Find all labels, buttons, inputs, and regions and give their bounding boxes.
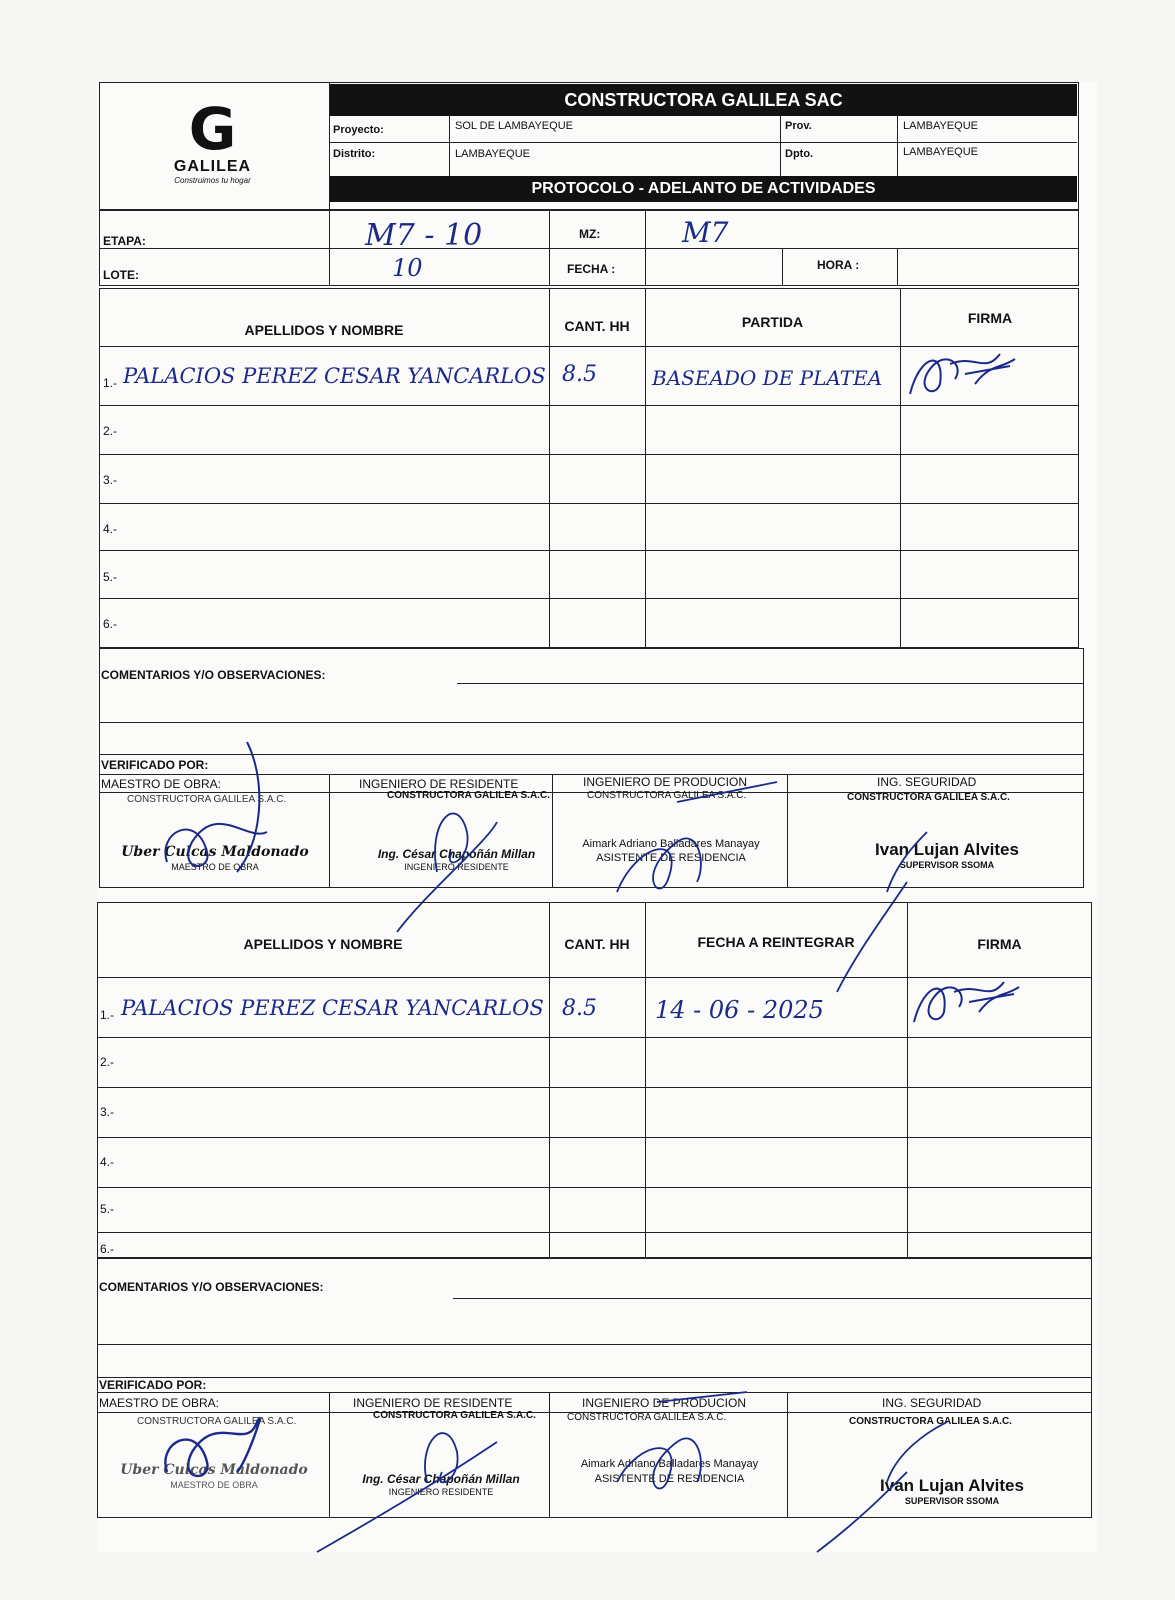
verifier-signatures-1 <box>97 722 1082 922</box>
table2-row-num: 2.- <box>100 1055 115 1069</box>
etapa-label: ETAPA: <box>103 234 146 248</box>
seguridad-stamp-2: CONSTRUCTORA GALILEA S.A.C. <box>849 1416 1012 1427</box>
table1-row-line <box>99 405 1079 406</box>
comments1-line <box>457 683 1084 684</box>
table2-header-firma: FIRMA <box>977 936 1022 952</box>
lote-label: LOTE: <box>103 268 139 282</box>
verified2-label: VERIFICADO POR: <box>99 1378 207 1392</box>
logo-g-icon: G <box>188 95 237 163</box>
residente-label-2: INGENIERO DE RESIDENTE <box>353 1396 513 1410</box>
seguridad-name-2: Ivan Lujan Alvites <box>880 1476 1024 1495</box>
comments2-label: COMENTARIOS Y/O OBSERVACIONES: <box>99 1280 324 1294</box>
header-row-line <box>330 142 1077 143</box>
table2-row-num: 5.- <box>100 1202 115 1216</box>
residente-name-1: Ing. César Chapoñán Millan <box>377 847 536 861</box>
produccion-label-2: INGENIERO DE PRODUCION <box>582 1396 747 1410</box>
lote-value: 10 <box>392 254 423 282</box>
comments2-line <box>97 1344 1092 1345</box>
residente-stamp-1: CONSTRUCTORA GALILEA S.A.C. <box>387 790 550 801</box>
residente-role-2: INGENIERO RESIDENTE <box>388 1487 494 1497</box>
table1-header-hh: CANT. HH <box>564 318 630 334</box>
info-col-line <box>782 248 783 286</box>
distrito-label: Distrito: <box>333 148 376 160</box>
mz-label: MZ: <box>579 227 601 241</box>
maestro-stamp-1: CONSTRUCTORA GALILEA S.A.C. <box>127 794 287 805</box>
header-col-line <box>449 116 450 176</box>
table1-row-line <box>99 454 1079 455</box>
distrito-value: LAMBAYEQUE <box>455 148 530 160</box>
table2-box <box>97 902 1092 1258</box>
comments1-label: COMENTARIOS Y/O OBSERVACIONES: <box>101 668 326 682</box>
protocol-sheet <box>97 82 1097 1552</box>
produccion-stamp-1: CONSTRUCTORA GALILEA S.A.C. <box>587 790 747 801</box>
table2-row-fecha: 14 - 06 - 2025 <box>655 996 824 1024</box>
produccion-name-2: Aimark Adriano Balladares Manayay <box>580 1458 759 1470</box>
table1-col-line <box>645 288 646 648</box>
prov-label: Prov. <box>785 120 812 132</box>
maestro-stamp-2: CONSTRUCTORA GALILEA S.A.C. <box>137 1416 297 1427</box>
verifier-signatures-2 <box>97 1382 1082 1552</box>
logo-text: GALILEA <box>173 158 252 175</box>
produccion-name-1: Aimark Adriano Balladares Manayay <box>582 838 760 850</box>
table1-header-partida: PARTIDA <box>741 314 804 330</box>
seguridad-role-2: SUPERVISOR SSOMA <box>904 1496 1000 1506</box>
residente-name-2: Ing. César Chapoñán Millan <box>362 1472 520 1486</box>
info-row-line <box>99 248 1079 249</box>
worker-signature-1 <box>905 344 1025 404</box>
etapa-value: M7 - 10 <box>365 218 483 253</box>
table1-row-num: 1.- <box>103 376 118 390</box>
proyecto-label: Proyecto: <box>333 124 384 136</box>
table1-header-name: APELLIDOS Y NOMBRE <box>244 322 404 338</box>
verified1-label: VERIFICADO POR: <box>101 758 209 772</box>
seguridad-name-1: Ivan Lujan Alvites <box>875 840 1019 859</box>
table1-row-num: 4.- <box>103 522 118 536</box>
dpto-value: LAMBAYEQUE <box>903 146 978 158</box>
table1-col-line <box>900 288 901 648</box>
table1-row-num: 6.- <box>103 617 118 631</box>
table2-row-line <box>97 1087 1092 1088</box>
prov-value: LAMBAYEQUE <box>903 120 978 132</box>
comments2-line <box>453 1298 1092 1299</box>
maestro-name-2: Uber Culcas Maldonado <box>120 1462 308 1478</box>
table1-row-line <box>99 503 1079 504</box>
table1-row-line <box>99 550 1079 551</box>
table1-row-name: PALACIOS PEREZ CESAR YANCARLOS <box>123 364 546 388</box>
table2-row-num: 4.- <box>100 1155 115 1169</box>
maestro-label-2: MAESTRO DE OBRA: <box>99 1396 220 1410</box>
company-logo <box>105 95 320 200</box>
produccion-label-1: INGENIERO DE PRODUCION <box>583 775 748 789</box>
table2-header-fecha: FECHA A REINTEGRAR <box>697 934 855 950</box>
worker-signature-2 <box>909 972 1029 1032</box>
table2-row-line <box>97 1187 1092 1188</box>
dpto-label: Dpto. <box>785 148 814 160</box>
table1-header-firma: FIRMA <box>967 310 1013 326</box>
fecha-label: FECHA : <box>567 262 616 276</box>
table2-row-num: 6.- <box>100 1242 115 1256</box>
table1-row-partida: BASEADO DE PLATEA <box>652 366 883 390</box>
logo-tagline: Construimos tu hogar <box>174 176 251 185</box>
seguridad-label-1: ING. SEGURIDAD <box>877 775 977 789</box>
produccion-stamp-2: CONSTRUCTORA GALILEA S.A.C. <box>567 1412 727 1423</box>
maestro-role-1: MAESTRO DE OBRA <box>171 862 259 872</box>
table2-row-hh: 8.5 <box>562 996 597 1021</box>
company-title: CONSTRUCTORA GALILEA SAC <box>330 84 1077 116</box>
table2-row-line <box>97 1232 1092 1233</box>
seguridad-stamp-1: CONSTRUCTORA GALILEA S.A.C. <box>847 792 1010 803</box>
table2-header-hh: CANT. HH <box>564 936 630 952</box>
comments2-line <box>97 1377 1092 1378</box>
table1-row-num: 5.- <box>103 570 118 584</box>
info-col-line <box>549 210 550 286</box>
table2-row-num: 3.- <box>100 1105 115 1119</box>
protocol-subtitle: PROTOCOLO - ADELANTO DE ACTIVIDADES <box>330 176 1077 202</box>
table1-row-line <box>99 598 1079 599</box>
table2-row-line <box>97 1037 1092 1038</box>
mz-value: M7 <box>682 216 729 249</box>
info-col-line <box>329 210 330 286</box>
seguridad-label-2: ING. SEGURIDAD <box>882 1396 982 1410</box>
hora-label: HORA : <box>817 258 860 272</box>
table2-header-name: APELLIDOS Y NOMBRE <box>243 936 403 952</box>
table2-row-name: PALACIOS PEREZ CESAR YANCARLOS <box>121 996 544 1020</box>
produccion-role-2: ASISTENTE DE RESIDENCIA <box>594 1473 745 1485</box>
table2-col-line <box>549 902 550 1258</box>
maestro-name-1: Uber Culcas Maldonado <box>121 844 309 860</box>
table1-row-hh: 8.5 <box>562 362 597 387</box>
residente-label-1: INGENIERO DE RESIDENTE <box>359 777 519 791</box>
table2-col-line <box>907 902 908 1258</box>
proyecto-value: SOL DE LAMBAYEQUE <box>455 120 573 132</box>
table1-row-num: 3.- <box>103 473 118 487</box>
info-col-line <box>645 210 646 286</box>
residente-stamp-2: CONSTRUCTORA GALILEA S.A.C. <box>373 1410 536 1421</box>
table2-row-line <box>97 1137 1092 1138</box>
maestro-role-2: MAESTRO DE OBRA <box>170 1480 258 1490</box>
table1-row-num: 2.- <box>103 424 118 438</box>
table2-row-num: 1.- <box>100 1008 115 1022</box>
seguridad-role-1: SUPERVISOR SSOMA <box>899 860 995 870</box>
residente-role-1: INGENIERO RESIDENTE <box>404 862 509 872</box>
produccion-role-1: ASISTENTE DE RESIDENCIA <box>596 852 746 864</box>
header-col-line <box>780 116 781 176</box>
info-col-line <box>897 248 898 286</box>
table1-col-line <box>549 288 550 648</box>
table2-col-line <box>645 902 646 1258</box>
maestro-label-1: MAESTRO DE OBRA: <box>101 777 222 791</box>
header-col-line <box>897 116 898 176</box>
table1-box <box>99 288 1079 648</box>
